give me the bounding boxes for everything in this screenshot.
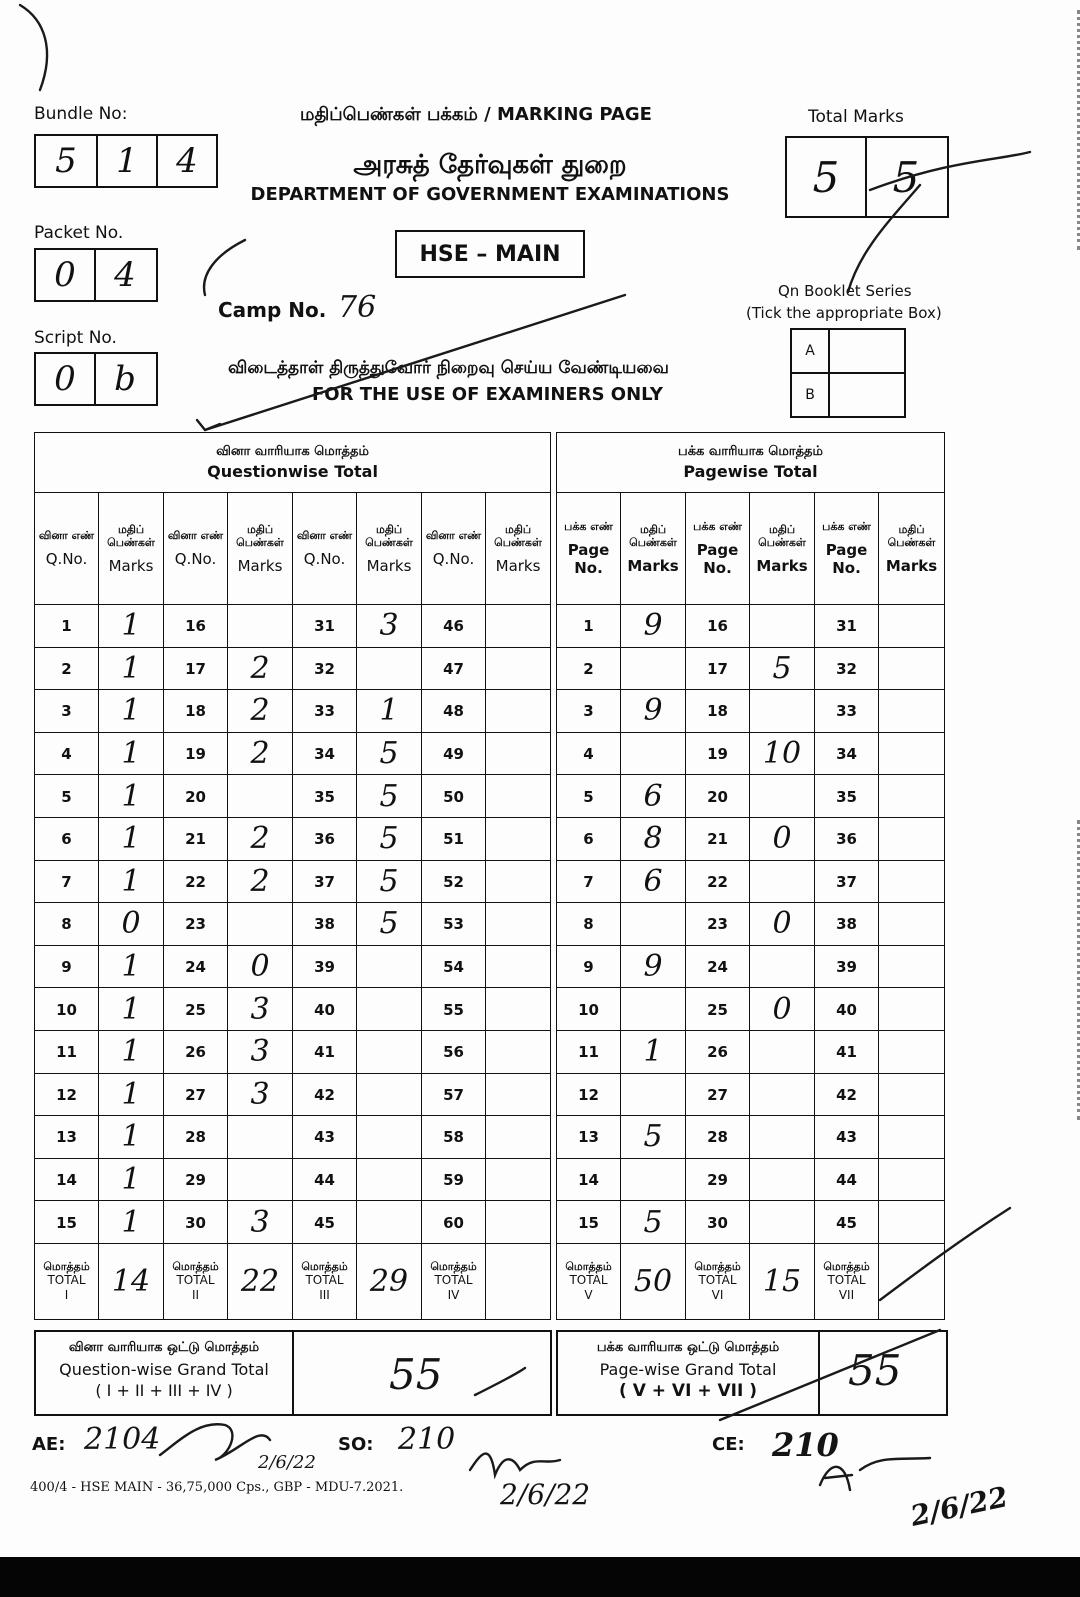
marks-value: 2 <box>250 736 270 772</box>
question-number: 51 <box>443 830 464 849</box>
marks-value: 0 <box>121 906 141 942</box>
header-tamil: வினா எண் <box>425 529 482 542</box>
question-number: 26 <box>185 1043 206 1062</box>
page-number: 26 <box>707 1043 728 1062</box>
booklet-series-hint: (Tick the appropriate Box) <box>746 304 942 322</box>
page-number: 21 <box>707 830 728 849</box>
total-tamil: மொத்தம் <box>301 1259 348 1273</box>
question-number: 19 <box>185 745 206 764</box>
marks-value: 1 <box>121 650 141 686</box>
marks-value: 1 <box>121 991 141 1027</box>
total-value: 22 <box>240 1263 280 1299</box>
total-english: TOTAL <box>569 1272 608 1287</box>
examiner-note-english: FOR THE USE OF EXAMINERS ONLY <box>312 384 663 405</box>
question-number: 20 <box>185 787 206 806</box>
question-number: 47 <box>443 659 464 678</box>
marks-value: 0 <box>772 906 792 942</box>
marks-value: 9 <box>643 608 663 644</box>
page-number: 4 <box>583 745 594 764</box>
marks-value: 1 <box>643 1034 663 1070</box>
marks-value: 1 <box>121 1034 141 1070</box>
digit-cell: 4 <box>114 255 136 295</box>
marks-value: 5 <box>379 863 399 899</box>
grand-label-english: Page-wise Grand Total <box>599 1360 777 1379</box>
packet-label: Packet No. <box>34 223 124 243</box>
page-number: 40 <box>836 1000 857 1019</box>
header-english: Marks <box>885 556 938 575</box>
header-tamil: மதிப் பெண்கள் <box>887 522 936 549</box>
question-number: 23 <box>185 915 206 934</box>
question-number: 16 <box>185 617 206 636</box>
question-number: 17 <box>185 659 206 678</box>
page-number: 18 <box>707 702 728 721</box>
header-english: Q.No. <box>303 550 346 568</box>
marks-value: 1 <box>121 608 141 644</box>
total-english: TOTAL <box>176 1272 215 1287</box>
header-tamil: வினா எண் <box>38 529 95 542</box>
grand-tick-stroke <box>475 1368 525 1395</box>
title-tamil: பக்க வாரியாக மொத்தம் <box>678 443 823 459</box>
question-number: 2 <box>61 659 72 678</box>
marks-value: 6 <box>643 778 663 814</box>
header-tamil: பக்க எண் <box>564 520 613 533</box>
page-number: 41 <box>836 1043 857 1062</box>
header-english: Marks <box>627 556 679 575</box>
question-number: 53 <box>443 915 464 934</box>
marks-value: 1 <box>121 1076 141 1112</box>
total-tick-stroke <box>870 152 1030 190</box>
header-english: Marks <box>495 556 541 575</box>
question-number: 35 <box>314 787 335 806</box>
page-number: 36 <box>836 830 857 849</box>
marking-page-title: மதிப்பெண்கள் பக்கம் / MARKING PAGE <box>300 104 652 125</box>
header-tamil: மதிப் பெண்கள் <box>365 522 413 549</box>
header-english: Marks <box>108 556 154 575</box>
header-english: Page No. <box>696 541 739 577</box>
dept-english: DEPARTMENT OF GOVERNMENT EXAMINATIONS <box>250 184 730 205</box>
title-english: Pagewise Total <box>683 461 818 481</box>
marks-value: 1 <box>121 821 141 857</box>
marks-value: 5 <box>643 1119 663 1155</box>
page-number: 32 <box>836 659 857 678</box>
question-number: 39 <box>314 958 335 977</box>
question-number: 29 <box>185 1171 206 1190</box>
total-english: TOTAL <box>434 1272 473 1287</box>
exam-badge: HSE – MAIN <box>395 230 585 278</box>
so-signature-stroke <box>470 1454 560 1475</box>
page-number: 44 <box>836 1171 857 1190</box>
so-label: SO: <box>338 1434 374 1455</box>
total-value: 15 <box>762 1263 802 1299</box>
marks-value: 9 <box>643 693 663 729</box>
header-english: Q.No. <box>432 550 475 568</box>
question-number: 43 <box>314 1128 335 1147</box>
marks-value: 1 <box>121 1204 141 1240</box>
header-tamil: பக்க எண் <box>822 520 871 533</box>
total-roman: IV <box>447 1287 460 1302</box>
question-number: 32 <box>314 659 335 678</box>
digit-cell: 5 <box>892 152 920 202</box>
header-english: Marks <box>756 556 808 575</box>
question-number: 54 <box>443 958 464 977</box>
marks-value: 5 <box>379 778 399 814</box>
marks-value: 3 <box>250 1204 270 1240</box>
total-tamil: மொத்தம் <box>694 1259 741 1273</box>
marks-value: 1 <box>121 863 141 899</box>
header-tamil: மதிப் பெண்கள் <box>107 522 155 549</box>
header-tamil: பக்க எண் <box>693 520 742 533</box>
total-roman: II <box>191 1287 200 1302</box>
digit-cell: 5 <box>787 138 867 216</box>
marks-value: 2 <box>250 650 270 686</box>
arrow-head-stroke <box>197 420 220 430</box>
marks-value: 2 <box>250 693 270 729</box>
ae-signature-stroke <box>160 1424 270 1460</box>
title-tamil: வினா வாரியாக மொத்தம் <box>216 443 369 459</box>
page-number: 37 <box>836 872 857 891</box>
marks-value: 1 <box>121 949 141 985</box>
page-number: 15 <box>578 1213 599 1232</box>
question-number: 44 <box>314 1171 335 1190</box>
total-tamil: மொத்தம் <box>823 1259 870 1273</box>
total-tamil: மொத்தம் <box>430 1259 477 1273</box>
question-number: 59 <box>443 1171 464 1190</box>
question-number: 22 <box>185 872 206 891</box>
header-tamil: வினா எண் <box>296 529 353 542</box>
ae-label: AE: <box>32 1434 66 1455</box>
page-number: 42 <box>836 1085 857 1104</box>
question-number: 27 <box>185 1085 206 1104</box>
ce-signature-stroke <box>820 1458 930 1490</box>
page-number: 30 <box>707 1213 728 1232</box>
marks-value: 6 <box>643 863 663 899</box>
camp-number: 76 <box>338 290 377 325</box>
total-tamil: மொத்தம் <box>43 1259 90 1273</box>
page-number: 29 <box>707 1171 728 1190</box>
so-value: 210 <box>398 1422 456 1457</box>
marks-value: 1 <box>379 693 399 729</box>
total-english: TOTAL <box>305 1272 344 1287</box>
question-number: 42 <box>314 1085 335 1104</box>
edge-binding-dots <box>1037 820 1080 1120</box>
question-number: 48 <box>443 702 464 721</box>
total-english: TOTAL <box>698 1272 737 1287</box>
total-marks-label: Total Marks <box>808 107 904 127</box>
marks-value: 2 <box>250 821 270 857</box>
marks-value: 5 <box>643 1204 663 1240</box>
page-number: 22 <box>707 872 728 891</box>
page-number: 39 <box>836 958 857 977</box>
total-value: 29 <box>369 1263 409 1299</box>
ae-value: 2104 <box>84 1422 161 1457</box>
header-tamil: மதிப் பெண்கள் <box>236 522 284 549</box>
question-number: 8 <box>61 915 72 934</box>
grand-strike-stroke <box>720 1330 940 1420</box>
camp-label: Camp No. <box>218 298 327 322</box>
question-number: 30 <box>185 1213 206 1232</box>
marks-value: 5 <box>772 650 792 686</box>
marks-value: 1 <box>121 693 141 729</box>
so-date: 2/6/22 <box>500 1478 591 1511</box>
total-tamil: மொத்தம் <box>565 1259 612 1273</box>
grand-label-tamil: பக்க வாரியாக ஒட்டு மொத்தம் <box>596 1340 780 1355</box>
digit-cell: 0 <box>36 354 96 404</box>
option-label: B <box>792 374 830 416</box>
grand-formula: ( I + II + III + IV ) <box>95 1381 233 1400</box>
question-number: 49 <box>443 745 464 764</box>
marks-value: 3 <box>250 1076 270 1112</box>
question-number: 9 <box>61 958 72 977</box>
page-number: 34 <box>836 745 857 764</box>
marks-value: 2 <box>250 863 270 899</box>
page-number: 28 <box>707 1128 728 1147</box>
question-number: 33 <box>314 702 335 721</box>
digit-cell: 1 <box>98 136 158 186</box>
header-english: Marks <box>366 556 412 575</box>
vii-tick-stroke <box>880 1208 1010 1300</box>
page-number: 23 <box>707 915 728 934</box>
grand-label-tamil: வினா வாரியாக ஒட்டு மொத்தம் <box>68 1340 260 1355</box>
marks-value: 3 <box>250 991 270 1027</box>
marks-value: 3 <box>250 1034 270 1070</box>
question-number: 38 <box>314 915 335 934</box>
header-english: Page No. <box>825 541 868 577</box>
header-tamil: மதிப் பெண்கள் <box>629 522 677 549</box>
header-english: Marks <box>237 556 283 575</box>
page-number: 14 <box>578 1171 599 1190</box>
total-roman: I <box>64 1287 69 1302</box>
total-roman: VI <box>711 1287 724 1302</box>
bottom-shadow-band <box>0 1557 1080 1597</box>
question-number: 58 <box>443 1128 464 1147</box>
examiner-note-tamil: விடைத்தாள் திருத்துவோர் நிறைவு செய்ய வேண்டியவை <box>228 358 669 378</box>
header-tamil: மதிப் பெண்கள் <box>494 522 542 549</box>
question-number: 52 <box>443 872 464 891</box>
page-number: 20 <box>707 787 728 806</box>
ce-date: 2/6/22 <box>907 1480 1011 1533</box>
digit-cell: 5 <box>36 136 98 186</box>
question-number: 14 <box>56 1171 77 1190</box>
bracket-stroke <box>204 240 245 295</box>
total-line-stroke <box>848 185 920 292</box>
page-number: 1 <box>583 617 594 636</box>
total-english: TOTAL <box>47 1272 86 1287</box>
question-number: 37 <box>314 872 335 891</box>
marks-value: 3 <box>379 608 399 644</box>
digit-cell: b <box>114 359 136 399</box>
marks-value: 1 <box>121 778 141 814</box>
corner-stroke <box>20 5 47 90</box>
ce-label: CE: <box>712 1434 745 1455</box>
total-roman: V <box>584 1287 593 1302</box>
question-number: 31 <box>314 617 335 636</box>
grand-label-english: Question-wise Grand Total <box>59 1360 269 1379</box>
grand-formula: ( V + VI + VII ) <box>619 1381 757 1401</box>
page-number: 10 <box>578 1000 599 1019</box>
header-tamil: மதிப் பெண்கள் <box>758 522 806 549</box>
marks-value: 10 <box>762 736 802 772</box>
booklet-series-label: Qn Booklet Series <box>778 282 912 300</box>
question-number: 7 <box>61 872 72 891</box>
marks-value: 0 <box>250 949 270 985</box>
page-number: 2 <box>583 659 594 678</box>
header-english: Q.No. <box>174 550 217 568</box>
ae-date: 2/6/22 <box>258 1452 316 1473</box>
page-number: 24 <box>707 958 728 977</box>
page-number: 25 <box>707 1000 728 1019</box>
marks-value: 1 <box>121 1162 141 1198</box>
page-number: 7 <box>583 872 594 891</box>
page-number: 17 <box>707 659 728 678</box>
print-note: 400/4 - HSE MAIN - 36,75,000 Cps., GBP - MDU-7.2021. <box>30 1480 404 1495</box>
page-number: 16 <box>707 617 728 636</box>
question-number: 50 <box>443 787 464 806</box>
question-number: 40 <box>314 1000 335 1019</box>
page-number: 27 <box>707 1085 728 1104</box>
question-number: 25 <box>185 1000 206 1019</box>
question-number: 56 <box>443 1043 464 1062</box>
ce-value: 210 <box>772 1426 839 1464</box>
question-number: 34 <box>314 745 335 764</box>
question-number: 5 <box>61 787 72 806</box>
page-number: 43 <box>836 1128 857 1147</box>
page-number: 13 <box>578 1128 599 1147</box>
marks-value: 5 <box>379 821 399 857</box>
page-number: 9 <box>583 958 594 977</box>
option-label: A <box>792 330 830 372</box>
question-number: 11 <box>56 1043 77 1062</box>
question-number: 1 <box>61 617 72 636</box>
page-number: 6 <box>583 830 594 849</box>
script-label: Script No. <box>34 328 117 348</box>
page-number: 35 <box>836 787 857 806</box>
question-number: 3 <box>61 702 72 721</box>
edge-binding-dots <box>1037 10 1080 250</box>
total-roman: III <box>319 1287 330 1302</box>
page-number: 45 <box>836 1213 857 1232</box>
digit-cell: 4 <box>176 141 198 181</box>
header-tamil: வினா எண் <box>167 529 224 542</box>
page-number: 8 <box>583 915 594 934</box>
page-number: 33 <box>836 702 857 721</box>
question-number: 24 <box>185 958 206 977</box>
question-number: 4 <box>61 745 72 764</box>
total-value: 50 <box>633 1263 673 1299</box>
question-number: 45 <box>314 1213 335 1232</box>
page-number: 5 <box>583 787 594 806</box>
total-english: TOTAL <box>827 1272 866 1287</box>
question-number: 41 <box>314 1043 335 1062</box>
marks-value: 0 <box>772 991 792 1027</box>
marks-value: 0 <box>772 821 792 857</box>
total-roman: VII <box>838 1287 855 1302</box>
question-number: 36 <box>314 830 335 849</box>
header-english: Page No. <box>567 541 610 577</box>
page-number: 11 <box>578 1043 599 1062</box>
question-number: 10 <box>56 1000 77 1019</box>
question-number: 46 <box>443 617 464 636</box>
question-number: 6 <box>61 830 72 849</box>
question-number: 15 <box>56 1213 77 1232</box>
question-number: 60 <box>443 1213 464 1232</box>
question-number: 12 <box>56 1085 77 1104</box>
marks-value: 9 <box>643 949 663 985</box>
question-number: 13 <box>56 1128 77 1147</box>
digit-cell: 0 <box>36 250 96 300</box>
page-number: 3 <box>583 702 594 721</box>
question-grand-total-value: 55 <box>389 1350 443 1399</box>
question-number: 18 <box>185 702 206 721</box>
page-number: 12 <box>578 1085 599 1104</box>
marks-value: 1 <box>121 1119 141 1155</box>
marks-value: 5 <box>379 736 399 772</box>
page-number: 31 <box>836 617 857 636</box>
question-number: 21 <box>185 830 206 849</box>
page-number: 19 <box>707 745 728 764</box>
question-number: 57 <box>443 1085 464 1104</box>
question-number: 55 <box>443 1000 464 1019</box>
question-number: 28 <box>185 1128 206 1147</box>
page-grand-total-value: 55 <box>848 1346 902 1395</box>
page-number: 38 <box>836 915 857 934</box>
marks-value: 8 <box>643 821 663 857</box>
dept-tamil: அரசுத் தேர்வுகள் துறை <box>353 150 627 180</box>
bundle-label: Bundle No: <box>34 104 128 124</box>
total-value: 14 <box>111 1263 151 1299</box>
arrow-line-stroke <box>205 295 625 430</box>
marks-value: 5 <box>379 906 399 942</box>
title-english: Questionwise Total <box>207 461 378 481</box>
header-english: Q.No. <box>45 550 88 568</box>
total-tamil: மொத்தம் <box>172 1259 219 1273</box>
marks-value: 1 <box>121 736 141 772</box>
